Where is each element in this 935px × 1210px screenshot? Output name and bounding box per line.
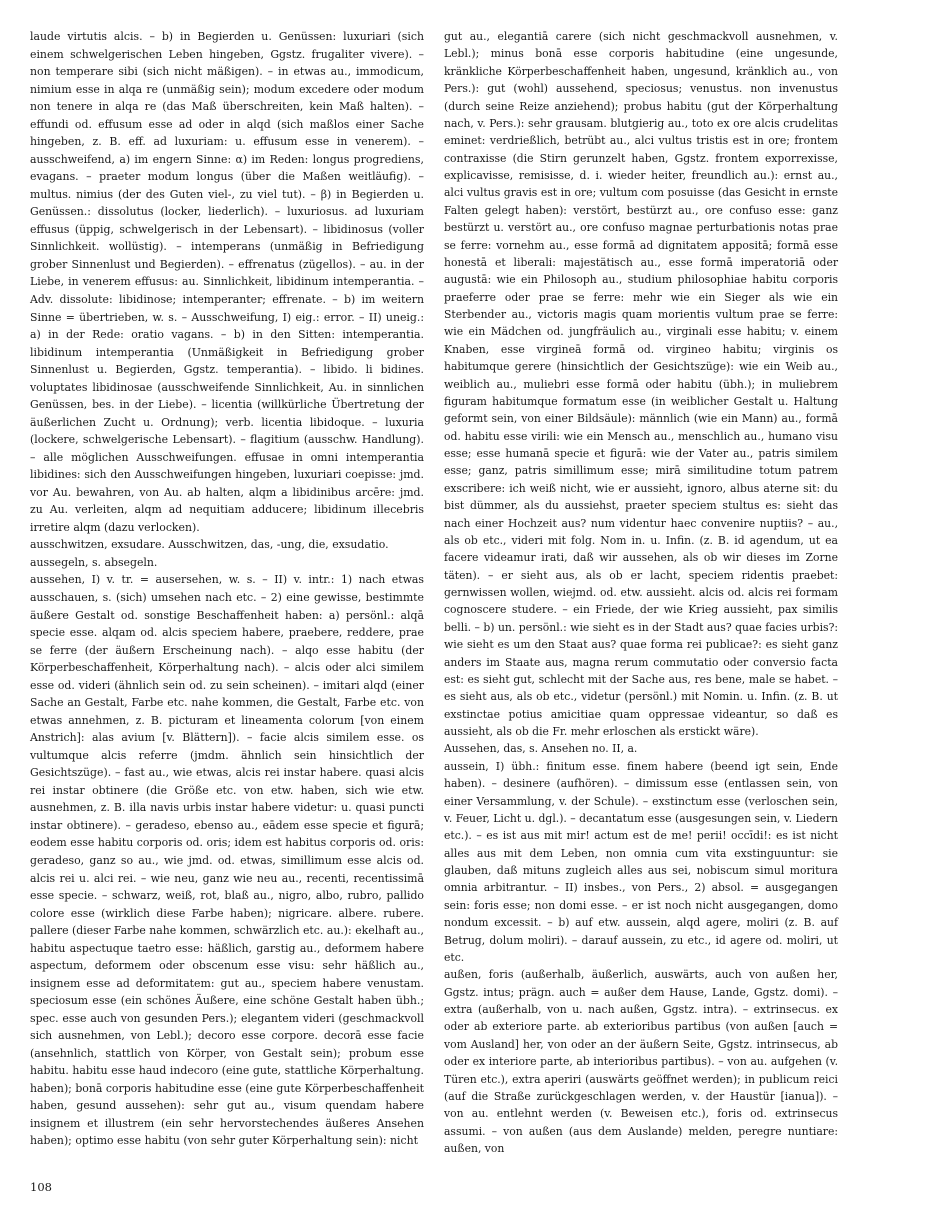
entry-aussen: außen, foris (außerhalb, äußerlich, auswärts, auch von außen her, Ggstz. intus; prägn. auch = außer dem Hause, Lande, Ggstz. domi). – extra (außerhalb, von u. nach außen, Ggstz. intra). – extrinsecus. ex oder ab exteriore parte. ab exterioribus partibus (von außen [auch = vom Ausland] her, von oder an der äußern Seite, Ggstz. intrinsecus, ab oder ex interiore parte, ab interioribus partibus). – von au. aufgehen (v. Türen etc.), extra aperiri (auswärts geöffnet werden); in publicum reici (auf die Straße zurückgeschlagen werden, v. der Haustür [ianua]). – von au. entlehnt werden (v. Beweisen etc.), foris od. extrinsecus assumi. – von außen (aus dem Auslande) melden, peregre nuntiare: außen, von <box>444 968 838 1155</box>
left-column <box>30 28 424 1150</box>
entry-aussehen: aussehen, I) v. tr. = ausersehen, w. s. – II) v. intr.: 1) nach etwas ausschauen, s. (sich) umsehen nach etc. – 2) eine gewisse, bestimmte äußere Gestalt od. sonstige Beschaffenheit haben: a) persönl.: alqā specie esse. alqam od. alcis speciem habere, praebere, reddere, prae se ferre (der äußern Erscheinung nach). – alqo esse habitu (der Körperbeschaffenheit, Körperhaltung nach). – alcis oder alci similem esse od. videri (ähnlich sein od. zu sein scheinen). – imitari alqd (einer Sache an Gestalt, Farbe etc. nahe kommen, die Gestalt, Farbe etc. von etwas annehmen, z. B. picturam et lineamenta colorum [von einem Anstrich]: alas avium [v. Blättern]). – facie alcis similem esse. os vultumque alcis referre (jmdm. ähnlich sein hinsichtlich der Gesichtszüge). – fast au., wie etwas, alcis rei instar habere. quasi alcis rei instar obtinere (die Größe etc. von etw. haben, sich wie etw. ausnehmen, z. B. illa navis urbis instar habere videtur: u. quasi puncti instar obtinere). – geradeso, ebenso au., eādem esse specie et figurā; eodem esse habitu corporis od. oris; idem est habitus corporis od. oris: geradeso, ganz so au., wie jmd. od. etwas, simillimum esse alcis od. alcis rei u. alci rei. – wie neu, ganz wie neu au., recenti, recentissimā esse specie. – schwarz, weiß, rot, blaß au., nigro, albo, rubro, pallido colore esse (wirklich diese Farbe haben); nigricare. albere. rubere. pallere (dieser Farbe nahe kommen, schwärzlich etc. au.): ekelhaft au., habitu aspectuque taetro esse: häßlich, garstig au., deformem habere aspectum, deformem oder obscenum esse visu: sehr häßlich au., insignem esse ad deformitatem: gut au., speciem habere venustam. speciosum esse (ein schönes Äußere, eine schöne Gestalt haben übh.; spec. esse auch von gesunden Pers.); elegantem videri (geschmackvoll sich ausnehmen, von Lebl.); decoro esse corpore. decorā esse facie (ansehnlich, stattlich von Körper, von Gestalt sein); probum esse habitu. habitu esse haud indecoro (eine gute, stattliche Körperhaltung. haben); bonā corporis habitudine esse (eine gute Körperbeschaffenheit haben, gesund aussehen): sehr gut au., visum quendam habere insignem et illustrem (ein sehr hervorstechendes äußeres Ansehen haben); optimo esse habitu (von sehr guter Körperhaltung sein): nicht <box>30 573 424 1148</box>
entry-ausschwitzen: ausschwitzen, exsudare. Ausschwitzen, das, -ung, die, exsudatio. <box>30 538 389 552</box>
entry-aussehen-noun: Aussehen, das, s. Ansehen no. II, a. <box>444 742 638 756</box>
right-column <box>444 28 838 1157</box>
entry-ausschweifen-continued: laude virtutis alcis. – b) in Begierden u. Genüssen: luxuriari (sich einem schwelgerischen Leben hingeben, Ggstz. frugaliter vivere). – non temperare sibi (sich nicht mäßigen). – in etwas au., immodicum, nimium esse in alqa re (unmäßig sein); modum excedere oder modum non tenere in alqa re (das Maß überschreiten, kein Maß halten). – effundi od. effusum esse ad oder in alqd (sich maßlos einer Sache hingeben, z. B. eff. ad luxuriam: u. effusum esse in venerem). – ausschweifend, a) im engern Sinne: α) im Reden: longus progrediens, evagans. – praeter modum longus (über die Maßen weitläufig). – multus. nimius (der des Guten viel-, zu viel tut). – β) in Begierden u. Genüssen.: dissolutus (locker, liederlich). – luxuriosus. ad luxuriam effusus (üppig, schwelgerisch in der Lebensart). – libidinosus (voller Sinnlichkeit. wollüstig). – intemperans (unmäßig in Befriedigung grober Sinnenlust und Begierden). – effrenatus (zügellos). – au. in der Liebe, in venerem effusus: au. Sinnlichkeit, libidinum intemperantia. – Adv. dissolute: libidinose; intemperanter; effrenate. – b) im weitern Sinne = übertrieben, w. s. – Ausschweifung, I) eig.: error. – II) uneig.: a) in der Rede: oratio vagans. – b) in den Sitten: intemperantia. libidinum intemperantia (Unmäßigkeit in Befriedigung grober Sinnenlust u. Begierden, Ggstz. temperantia). – libido. li bidines. voluptates libidinosae (ausschweifende Sinnlichkeit, Au. in sinnlichen Genüssen, bes. in der Liebe). – licentia (willkürliche Übertretung der äußerlichen Zucht u. Ordnung); verb. licentia libidoque. – luxuria (lockere, schwelgerische Lebensart). – flagitium (ausschw. Handlung). – alle möglichen Ausschweifungen. effusae in omni intemperantia libidines: sich den Ausschweifungen hingeben, luxuriari coepisse: jmd. vor Au. bewahren, von Au. ab halten, alqm a libidinibus arcēre: jmd. zu Au. verleiten, alqm ad nequitiam adducere; libidinum illecebris irretire alqm (dazu verlocken). <box>30 30 424 534</box>
entry-aussein: aussein, I) übh.: finitum esse. finem habere (beend igt sein, Ende haben). – desinere (aufhören). – dimissum esse (entlassen sein, von einer Versammlung, v. der Schule). – exstinctum esse (verloschen sein, v. Feuer, Licht u. dgl.). – decantatum esse (ausgesungen sein, v. Liedern etc.). – es ist aus mit mir! actum est de me! perii! occīdi!: es ist nicht alles aus mit dem Leben, non omnia cum vita exstinguuntur: sie glauben, daß mituns zugleich alles aus sei, nobiscum simul moritura omnia arbitrantur. – II) insbes., von Pers., 2) absol. = ausgegangen sein: foris esse; non domi esse. – er ist noch nicht ausgegangen, domo nondum excessit. – b) auf etw. aussein, alqd agere, moliri (z. B. auf Betrug, dolum moliri). – darauf aussein, zu etc., id agere od. moliri, ut etc. <box>444 759 838 964</box>
entry-aussehen-continued: gut au., elegantiā carere (sich nicht geschmackvoll ausnehmen, v. Lebl.); minus bonā esse corporis habitudine (eine ungesunde, kränkliche Körperbeschaffenheit haben, ungesund, kränklich au., von Pers.): gut (wohl) aussehend, speciosus; venustus. non invenustus (durch seine Reize anziehend); probus habitu (gut der Körperhaltung nach, v. Pers.): sehr grausam. blutgierig au., toto ex ore alcis crudelitas eminet: verdrießlich, betrübt au., alci vultus tristis est in ore; frontem contraxisse (die Stirn gerunzelt haben, Ggstz. frontem exporrexisse, explicavisse, remisisse, d. i. wieder heiter, freundlich au.): ernst au., alci vultus gravis est in ore; vultum com posuisse (das Gesicht in ernste Falten gelegt haben): verstört, bestürzt au., ore confuso esse: ganz bestürzt u. verstört au., ore confuso magnae perturbationis notas prae se ferre: vornehm au., esse formā ad dignitatem appositā; formā esse honestā et liberali: majestätisch au., esse formā imperatoriā oder augustā: wie ein Philosoph au., studium philosophiae habitu corporis praeferre oder prae se ferre: mehr wie ein Sieger als wie ein Sterbender au., victoris magis quam morientis vultum prae se ferre: wie ein Mädchen od. jungfräulich au., virginali esse habitu; v. einem Knaben, esse virgineā formā od. virgineo habitu; virginis os habitumque gerere (hinsichtlich der Gesichtszüge): wie ein Weib au., weiblich au., muliebri esse formā oder habitu (übh.); in muliebrem figuram habitumque formatum esse (in weiblicher Gestalt u. Haltung geformt sein, von einer Bildsäule): männlich (wie ein Mann) au., formā od. habitu esse virili: wie ein Mensch au., menschlich au., humano visu esse; esse humanā specie et figurā: wie der Vater au., patris similem esse; ganz, patris simillimum esse; mirā similitudine totum patrem exscribere: ich weiß nicht, wie er aussieht, ignoro, albus aterne sit: du bist dümmer, als du aussiehst, praeter speciem stultus es: sieht das nach einer Hochzeit aus? num videntur haec convenire nuptiis? – au., als ob etc., videri mit folg. Nom in. u. Infin. (z. B. id agendum, ut ea facere videamur irati, daß wir aussehen, als ob wir dieses im Zorne täten). – er sieht aus, als ob er lacht, speciem ridentis praebet: gernwissen wollen, wiejmd. od. etw. aussieht. alcis od. alcis rei formam cognoscere studere. – ein Friede, der wie Krieg aussieht, pax similis belli. – b) un. persönl.: wie sieht es in der Stadt aus? quae facies urbis?: wie sieht es um den Staat aus? quae forma rei publicae?: es sieht ganz anders im Staate aus, magna rerum commutatio oder conversio facta est: es sieht gut, schlecht mit der Sache aus, res bene, male se habet. – es sieht aus, als ob etc., videtur (persönl.) mit Nomin. u. Infin. (z. B. ut exstinctae potius amicitiae quam oppressae videantur, so daß es aussieht, als ob die Fr. mehr erloschen als erstickt wäre). <box>444 30 838 738</box>
entry-aussegeln: aussegeln, s. absegeln. <box>30 555 158 569</box>
page-number: 108 <box>30 1180 52 1194</box>
